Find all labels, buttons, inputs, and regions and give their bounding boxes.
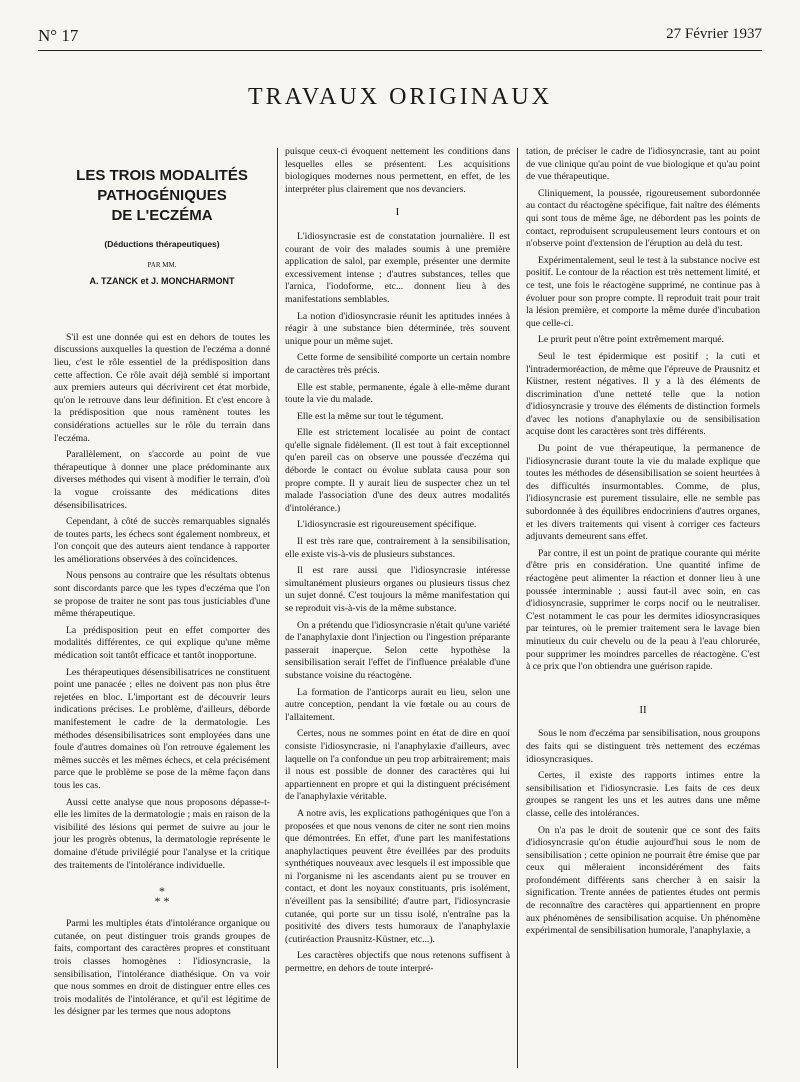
paragraph: Cliniquement, la poussée, rigoureusement subordonnée au contact du réactogène spécifique, fait naître des éléments qui sont tous de même âge, ne débordent pas les points de contact, reproduisent scrupuleusement leurs contours et on n'observe point d'extension de l'éruption au delà du test. — [526, 187, 760, 250]
paragraph: Du point de vue thérapeutique, la permanence de l'idiosyncrasie durant toute la vie du malade explique que toutes les méthodes de désensibilisation se soient heurtées à des difficultés insurmontables. Comme, de plus, l'idiosyncrasie est purement tissulaire, elle ne semble pas subordonnée à des équilibres endocriniens d'autres organes, et les divers traitements qui visent à corriger ces facteurs adjuvants demeurent sans effet. — [526, 443, 760, 543]
paragraph: Aussi cette analyse que nous proposons dépasse-t-elle les limites de la dermatologie ; mais en raison de la visibilité des lésions qui permet de suivre au jour le jour les progrès obtenus, la dermatologie représente le domaine d'étude privilégié pour l'analyse et la critique des traitements de l'intolérance individuelle. — [54, 796, 270, 871]
paragraph: Seul le test épidermique est positif ; la cuti et l'intradermoréaction, de même que l'épreuve de Prausnitz et Küstner, restent négatives. Il y a là des éléments de discrimination d'une netteté telle que la notion d'idiosyncrasie y trouve des éléments de distinction formels d'avec les notions d'anaphylaxie ou de sensibilisation acquise dont les caractères sont très différents. — [526, 350, 760, 438]
paragraph: Les thérapeutiques désensibilisatrices ne constituent point une panacée ; elles ne doivent pas non plus être rejetées en bloc. L'important est de découvrir leurs indications précises. Le problème, d'ailleurs, déborde manifestement le cadre de la dermatologie. Les méthodes désensibilisatrices sont employées dans une foule d'autres domaines où l'on retrouve également les mêmes succès et les mêmes échecs, et cela précisément parce que le problème se pose de la même façon dans tous les cas. — [54, 666, 270, 791]
paragraph: On a prétendu que l'idiosyncrasie n'était qu'une variété de l'anaphylaxie dont l'injection ou l'ingestion préparante passerait inaperçue. Selon cette hypothèse la sensibilisation serait l'effet de l'influence préalable d'une substance voisine du réactogène. — [285, 619, 510, 681]
paragraph: Expérimentalement, seul le test à la substance nocive est positif. Le contour de la réaction est très nettement limité, et ce test, une fois le réactogène supprimé, ne continue pas à évoluer pour son propre compte. Il reproduit trait pour trait la lésion première, et comporte la même durée d'incubation que celle-ci. — [526, 254, 760, 329]
paragraph: Certes, nous ne sommes point en état de dire en quoi consiste l'idiosyncrasie, ni l'anaphylaxie d'ailleurs, avec laquelle on l'a confondue un peu trop arbitrairement; mais il nous est possible de donner des caractères qui lui appartiennent en propre et qui la distinguent précisément de l'anaphylaxie véritable. — [285, 728, 510, 803]
paragraph: puisque ceux-ci évoquent nettement les conditions dans lesquelles elles se présentent. Les acquisitions biologiques modernes nous permettent, en effet, de les interpréter plus clairement que nos devanciers. — [285, 146, 510, 195]
paragraph: Nous pensons au contraire que les résultats obtenus sont discordants parce que les types d'eczéma que l'on se propose de traiter ne sont pas tous justiciables d'une même thérapeutique. — [54, 570, 270, 620]
par-label: PAR MM. — [147, 260, 177, 269]
article-subtitle: (Déductions thérapeutiques) — [104, 239, 220, 249]
paragraph: L'idiosyncrasie est rigoureusement spécifique. — [297, 519, 477, 531]
paragraph: Il est rare aussi que l'idiosyncrasie intéresse simultanément plusieurs organes ou plusieurs tissus chez un sujet donné. C'est toujours la même manifestation qui se reproduit vis-à-vis de la même substance. — [285, 565, 510, 614]
paragraph: La prédisposition peut en effet comporter des modalités différentes, ce qui explique qu'une même médication soit tantôt efficace et tantôt inopportune. — [54, 624, 270, 662]
paragraph: Certes, il existe des rapports intimes entre la sensibilisation et l'idiosyncrasie. Les faits de ces deux groupes se rangent les uns et les autres dans une même classe, celle des intolérances. — [526, 770, 760, 819]
issue-number: N° 17 — [38, 26, 79, 45]
paragraph: tation, de préciser le cadre de l'idiosyncrasie, tant au point de vue clinique qu'au point de vue biologique et qu'au point de vue thérapeutique. — [526, 146, 760, 183]
issue-date: 27 Février 1937 — [666, 26, 762, 42]
paragraph: Il est très rare que, contrairement à la sensibilisation, elle existe vis-à-vis de plusieurs substances. — [285, 536, 510, 560]
paragraph: Parallèlement, on s'accorde au point de vue thérapeutique à donner une place prédominante aux diverses méthodes qui visent à modifier le terrain, d'où la vogue croissante des médications dites désensibilisatrices. — [54, 449, 270, 511]
column-1 — [54, 146, 270, 1023]
paragraph: La notion d'idiosyncrasie réunit les aptitudes innées à réagir à une substance bien déterminée, très souvent unique pour un même sujet. — [285, 310, 510, 347]
column-3 — [526, 146, 760, 942]
section-number: II — [639, 703, 647, 716]
section-title: TRAVAUX ORIGINAUX — [247, 84, 553, 110]
article-authors: A. TZANCK et J. MONCHARMONT — [89, 276, 235, 287]
header-rule — [38, 50, 762, 51]
paragraph: L'idiosyncrasie est de constatation journalière. Il est courant de voir des malades soumis à une première application de salol, par exemple, présenter une dermite excessivement intense ; d'autres substances, telles que l'arnica, l'iodoforme, etc... donnent lieu à des manifestations semblables. — [285, 230, 510, 305]
paragraph: La formation de l'anticorps aurait eu lieu, selon une autre conception, pendant la vie fœtale ou au cours de l'allaitement. — [285, 686, 510, 723]
paragraph: Cependant, à côté de succès remarquables signalés de toutes parts, les échecs sont également nombreux, et l'on conçoit que des auteurs aient tendance à rapporter les améliorations observées à des coïncidences. — [54, 516, 270, 565]
paragraph: Le prurit peut n'être point extrêmement marqué. — [538, 334, 725, 346]
paragraph: Elle est la même sur tout le tégument. — [297, 410, 444, 422]
paragraph: Elle est stable, permanente, égale à elle-même durant toute la vie du malade. — [285, 381, 510, 406]
article-title — [54, 166, 270, 226]
paragraph: A notre avis, les explications pathogéniques que l'on a proposées et que nous venons de citer ne sont rien moins que démontrées. En effet, d'une part les manifestations anaphylactiques peuvent être éveillées par des produits synthétiques nouveaux avec lesquels il est impossible que ni l'organisme ni les ascendants aient pu se trouver en contact, et dont les noyaux constituants, pris isolément, n'éveillent pas la sensibilité; d'autre part, l'idiosyncrasie cutanée, qui porte sur un tissu isolé, n'entraîne pas la positivité des divers tests humoraux de l'anaphylaxie (cutiréaction Prausnitz-Küstner, etc...). — [285, 807, 510, 945]
paragraph: Parmi les multiples états d'intolérance organique ou cutanée, on peut distinguer trois grands groupes de faits, comportant des caractères propres et constituant trois classes homogènes : l'idiosyncrasie, la sensibilisation, l'intolérance diathésique. On va voir que nous sommes en droit de distinguer entre elles ces trois modalités de l'intolérance, et qu'il est légitime de les désigner par les termes que nous adoptons — [54, 918, 270, 1018]
section-number: I — [395, 206, 400, 219]
column-divider — [277, 148, 278, 1068]
column-2 — [285, 146, 510, 980]
title-line: LES TROIS MODALITÉS — [76, 167, 248, 184]
paragraph: Sous le nom d'eczéma par sensibilisation, nous groupons des faits qui se distinguent très nettement des eczémas idiosyncrasiques. — [526, 728, 760, 765]
asterism: * * * — [154, 884, 170, 909]
title-line: PATHOGÉNIQUES — [97, 187, 227, 204]
paragraph: S'il est une donnée qui est en dehors de toutes les discussions auxquelles la question de l'eczéma a donné lieu, c'est le rôle essentiel de la prédisposition dans cette affection. Ce rôle avait déjà semblé si important aux premiers auteurs qui décrivirent cet état morbide, qu'on le retrouve dans leur définition. Et c'est encore à la prédisposition que nous ramènent toutes les considérations actuelles sur le rôle du terrain dans l'eczéma. — [54, 331, 270, 444]
paragraph: Les caractères objectifs que nous retenons suffisent à permettre, en dehors de toute interpré- — [285, 950, 510, 975]
column-divider — [517, 148, 518, 1068]
paragraph: Cette forme de sensibilité comporte un certain nombre de caractères très précis. — [285, 352, 510, 376]
paragraph: Elle est strictement localisée au point de contact qu'elle signale fidèlement. (Il est tout à fait exceptionnel qu'en pareil cas on observe une poussée d'eczéma qui déborde le contact ou évolue sublata causa pour son propre compte. Il y aurait lieu de suspecter chez un tel malade l'association d'une des deux autres modalités d'intolérance.) — [285, 427, 510, 514]
title-line: DE L'ECZÉMA — [111, 207, 213, 224]
paragraph: On n'a pas le droit de soutenir que ce sont des faits d'idiosyncrasie qu'on étudie aujourd'hui sous le nom de sensibilisation ; cette opinion ne pourrait être émise que par ceux qui mêleraient inconsidérément des faits profondément différents sans chercher à en saisir la signification. Trente années de patientes études ont permis de reconnaître des caractères qui appartiennent en propre aux phénomènes de sensibilisation acquise. Un phénomène expérimental de sensibilisation humorale, l'anaphylaxie, a — [526, 824, 760, 937]
paragraph: Par contre, il est un point de pratique courante qui mérite d'être pris en considération. Une quantité infime de réactogène peut alimenter la réaction et donner lieu à une poussée interminable ; aussi faut-il avec soin, en cas d'idiosyncrasie, supprimer le corps nocif ou le neutraliser. C'est notamment le cas pour les dermites idiosyncrasiques par teintures, où le premier traitement sera le lavage bien minutieux du cuir chevelu ou de la peau à l'eau chlorurée, pour supprimer les moindres parcelles de réactogène. C'est à ce prix que l'on obtiendra une guérison rapide. — [526, 547, 760, 673]
